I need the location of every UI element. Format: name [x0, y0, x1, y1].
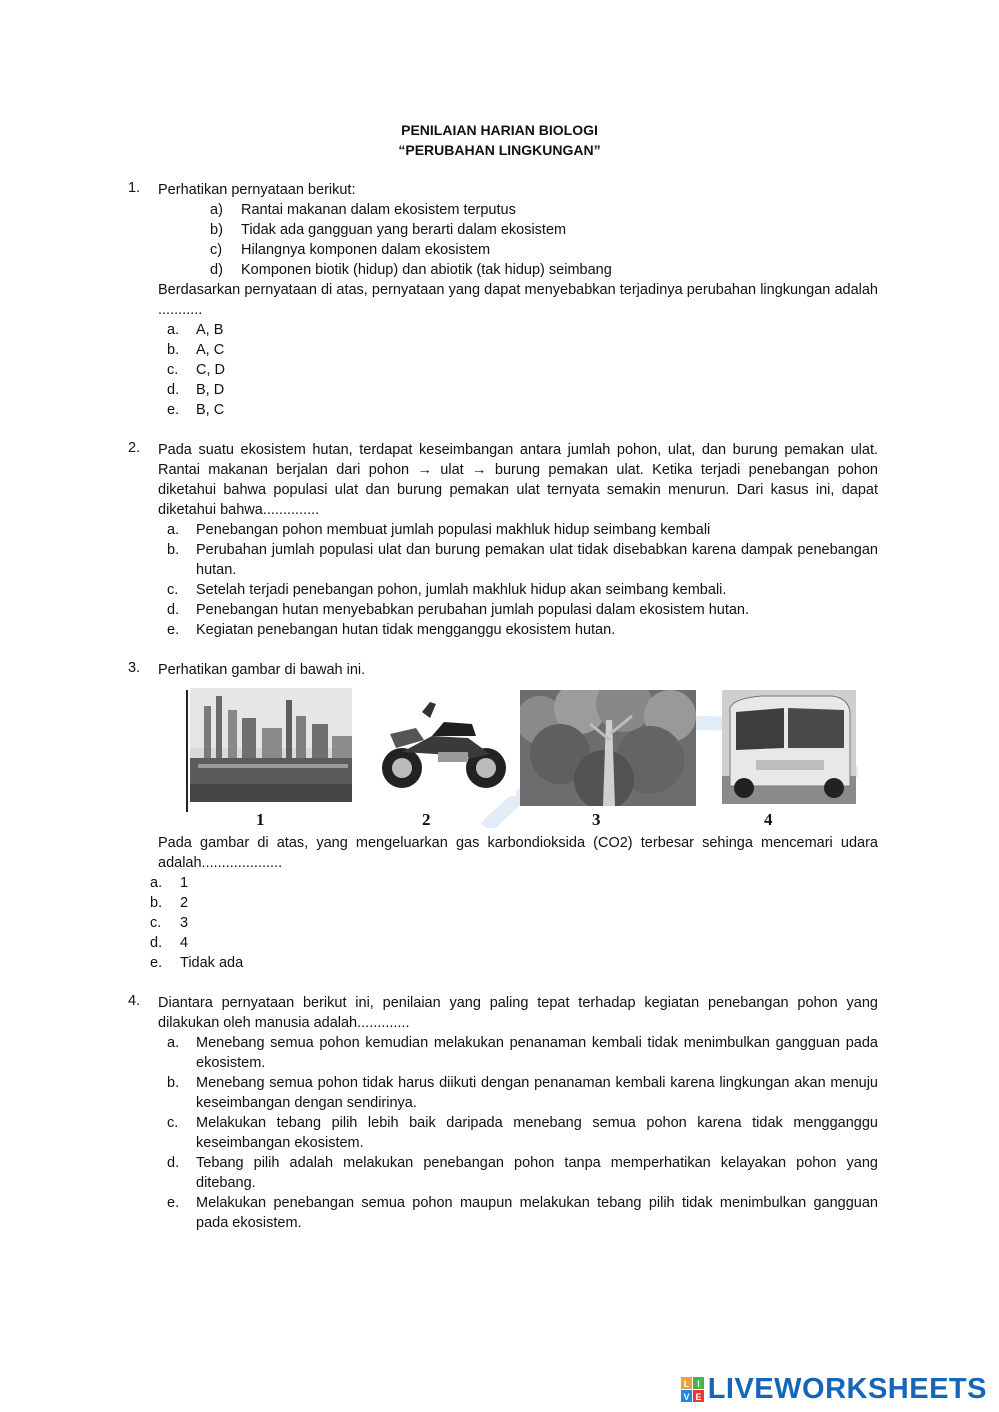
option-list — [158, 520, 878, 640]
statement-item — [210, 200, 878, 220]
option-label: b. — [167, 342, 180, 358]
option-text: 4 — [180, 935, 189, 951]
option-text: Tidak ada — [180, 955, 244, 971]
option-b[interactable] — [158, 340, 878, 360]
question-text: Berdasarkan pernyataan di atas, pernyataan yang dapat menyebabkan terjadinya perubahan lingkungan adalah ........... — [158, 282, 878, 318]
option-b[interactable] — [158, 540, 878, 580]
logo-letter: E — [695, 1391, 702, 1402]
option-text: A, C — [196, 342, 225, 358]
option-d[interactable] — [158, 1153, 878, 1193]
option-a[interactable] — [158, 520, 878, 540]
option-label: a. — [167, 522, 180, 538]
figure-label-4: 4 — [764, 810, 773, 829]
question-number: 4. — [128, 993, 141, 1009]
option-label: e. — [167, 402, 180, 418]
option-list — [150, 873, 878, 973]
option-c[interactable] — [150, 913, 878, 933]
figure-label-2: 2 — [422, 810, 431, 829]
option-label: b. — [167, 1075, 180, 1091]
option-label: c. — [167, 362, 179, 378]
option-text: Melakukan penebangan semua pohon maupun melakukan tebang pilih tidak menimbulkan gangguan pada ekosistem. — [196, 1195, 878, 1231]
statement-text: Komponen biotik (hidup) dan abiotik (tak hidup) seimbang — [241, 262, 612, 278]
option-text: Perubahan jumlah populasi ulat dan burung pemakan ulat tidak disebabkan karena dampak penebangan hutan. — [196, 542, 878, 578]
question-3 — [128, 660, 878, 680]
option-c[interactable] — [158, 360, 878, 380]
liveworksheets-wordmark: LIVEWORKSHEETS — [707, 1373, 987, 1405]
bus-image — [722, 690, 856, 804]
option-text: Penebangan pohon membuat jumlah populasi makhluk hidup seimbang kembali — [196, 522, 711, 538]
question-number: 1. — [128, 180, 141, 196]
option-text: Tebang pilih adalah melakukan penebangan pohon tanpa memperhatikan kelayakan pohon yang ditebang. — [196, 1155, 878, 1191]
option-text: Menebang semua pohon kemudian melakukan penanaman kembali tidak menimbulkan gangguan pada ekosistem. — [196, 1035, 878, 1071]
statement-label: c) — [210, 242, 223, 258]
option-c[interactable] — [158, 1113, 878, 1153]
option-text: Menebang semua pohon tidak harus diikuti dengan penanaman kembali karena lingkungan akan menuju keseimbangan dengan sendirinya. — [196, 1075, 878, 1111]
option-a[interactable] — [158, 1033, 878, 1073]
option-b[interactable] — [158, 1073, 878, 1113]
option-label: d. — [167, 382, 180, 398]
option-a[interactable] — [150, 873, 878, 893]
option-label: d. — [150, 935, 163, 951]
figure-label-3: 3 — [592, 810, 601, 829]
question-4 — [128, 993, 878, 1233]
option-label: c. — [167, 582, 179, 598]
option-e[interactable] — [158, 400, 878, 420]
factory-image — [190, 688, 352, 802]
option-d[interactable] — [158, 380, 878, 400]
option-e[interactable] — [158, 1193, 878, 1233]
option-b[interactable] — [150, 893, 878, 913]
worksheet-title: PENILAIAN HARIAN BIOLOGI — [401, 122, 598, 138]
question-prompt: Perhatikan gambar di bawah ini. — [158, 662, 366, 678]
option-text: A, B — [196, 322, 224, 338]
option-label: b. — [167, 542, 180, 558]
liveworksheets-logo-icon — [681, 1377, 705, 1403]
forest-image — [520, 690, 696, 806]
question-number: 3. — [128, 660, 141, 676]
option-list — [158, 1033, 878, 1233]
option-label: c. — [167, 1115, 179, 1131]
question-number: 2. — [128, 440, 141, 456]
statement-label: b) — [210, 222, 223, 238]
question-2 — [128, 440, 878, 640]
option-text: B, D — [196, 382, 225, 398]
option-text: 3 — [180, 915, 189, 931]
statement-item — [210, 240, 878, 260]
statement-text: Rantai makanan dalam ekosistem terputus — [241, 202, 516, 218]
option-a[interactable] — [158, 320, 878, 340]
option-label: e. — [167, 622, 180, 638]
option-text: Penebangan hutan menyebabkan perubahan jumlah populasi dalam ekosistem hutan. — [196, 602, 750, 618]
question-prompt: Diantara pernyataan berikut ini, penilaian yang paling tepat terhadap kegiatan penebangan pohon yang dilakukan oleh manusia adalah............. — [158, 995, 878, 1031]
option-label: b. — [150, 895, 163, 911]
option-text: C, D — [196, 362, 225, 378]
option-c[interactable] — [158, 580, 878, 600]
option-label: c. — [150, 915, 162, 931]
option-list — [158, 320, 878, 420]
option-label: e. — [150, 955, 163, 971]
option-text: B, C — [196, 402, 225, 418]
option-text: 2 — [180, 895, 189, 911]
option-label: a. — [150, 875, 163, 891]
statement-label: a) — [210, 202, 223, 218]
logo-letter: V — [683, 1391, 690, 1402]
worksheet-subtitle: “PERUBAHAN LINGKUNGAN” — [398, 142, 601, 158]
statement-text: Tidak ada gangguan yang berarti dalam ekosistem — [241, 222, 567, 238]
option-text: Melakukan tebang pilih lebih baik daripada menebang semua pohon karena tidak mengganggu keseimbangan ekosistem. — [196, 1115, 878, 1151]
question-3-body — [128, 833, 878, 973]
option-label: d. — [167, 1155, 180, 1171]
figure-label-1: 1 — [256, 810, 265, 829]
statement-label: d) — [210, 262, 223, 278]
statement-list — [210, 200, 878, 280]
option-label: a. — [167, 322, 180, 338]
question-prompt: Perhatikan pernyataan berikut: — [158, 182, 356, 198]
option-text: Setelah terjadi penebangan pohon, jumlah makhluk hidup akan seimbang kembali. — [196, 582, 727, 598]
question-text: Pada gambar di atas, yang mengeluarkan gas karbondioksida (CO2) terbesar sehinga mencemari udara adalah.................... — [158, 835, 878, 871]
option-e[interactable] — [150, 953, 878, 973]
statement-item — [210, 260, 878, 280]
option-text: Kegiatan penebangan hutan tidak mengganggu ekosistem hutan. — [196, 622, 616, 638]
option-d[interactable] — [158, 600, 878, 620]
liveworksheets-logo[interactable] — [681, 1373, 987, 1406]
option-label: a. — [167, 1035, 180, 1051]
pollution-figure — [186, 686, 858, 828]
figure-divider-line — [186, 690, 188, 812]
option-d[interactable] — [150, 933, 878, 953]
question-1 — [128, 180, 878, 420]
statement-text: Hilangnya komponen dalam ekosistem — [241, 242, 491, 258]
option-label: d. — [167, 602, 180, 618]
option-label: e. — [167, 1195, 180, 1211]
question-prompt: Pada suatu ekosistem hutan, terdapat keseimbangan antara jumlah pohon, ulat, dan burung pemakan ulat. Rantai makanan berjalan dari pohon → ulat → burung pemakan ulat. Ketika terjadi penebangan pohon diketahui bahwa populasi ulat dan burung pemakan ulat ternyata semakin menurun. Dari kasus ini, dapat diketahui bahwa.............. — [158, 442, 878, 518]
motorcycle-image — [372, 692, 516, 796]
option-e[interactable] — [158, 620, 878, 640]
statement-item — [210, 220, 878, 240]
logo-letter: L — [683, 1378, 689, 1389]
option-text: 1 — [180, 875, 189, 891]
logo-letter: I — [696, 1378, 700, 1389]
